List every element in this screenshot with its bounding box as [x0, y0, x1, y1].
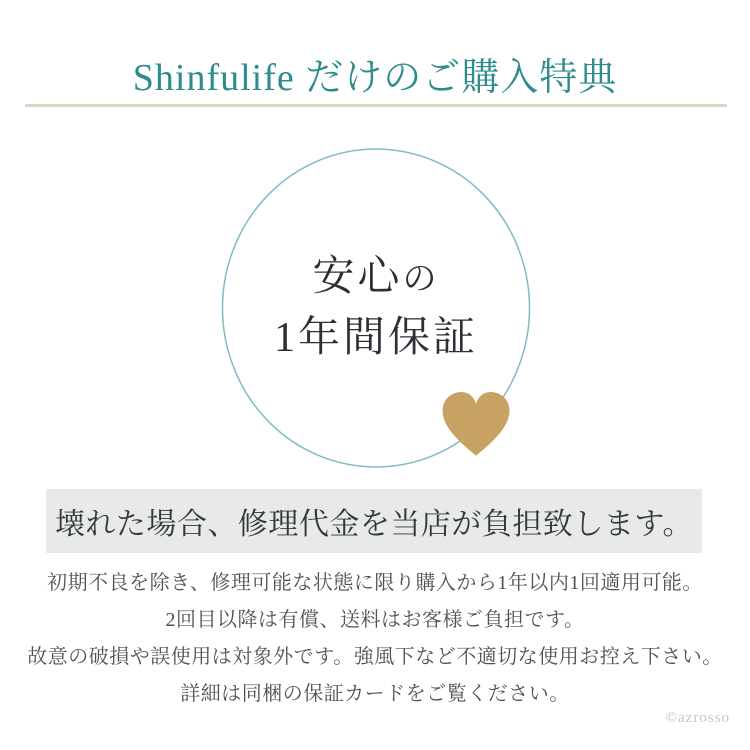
watermark-credit: ©azrosso — [665, 710, 730, 726]
guarantee-banner — [46, 489, 702, 553]
guarantee-banner-text: 壊れた場合、修理代金を当店が負担致します。 — [54, 508, 694, 541]
note-line: 詳細は同梱の保証カードをご覧ください。 — [180, 683, 570, 705]
page-title: Shinfulife だけのご購入特典 — [132, 57, 618, 99]
guarantee-line1 — [226, 248, 526, 309]
guarantee-line2: 1年間保証 — [273, 315, 478, 361]
guarantee-notes — [0, 565, 750, 713]
guarantee-text — [226, 248, 526, 367]
guarantee-line1-main: 安心 — [312, 254, 403, 300]
note-line: 故意の破損や誤使用は対象外です。強風下など不適切な使用お控え下さい。 — [27, 646, 723, 668]
note-line: 2回目以降は有償、送料はお客様ご負担です。 — [165, 609, 585, 631]
guarantee-line1-particle: の — [402, 261, 440, 298]
note-line: 初期不良を除き、修理可能な状態に限り購入から1年以内1回適用可能。 — [47, 572, 703, 594]
